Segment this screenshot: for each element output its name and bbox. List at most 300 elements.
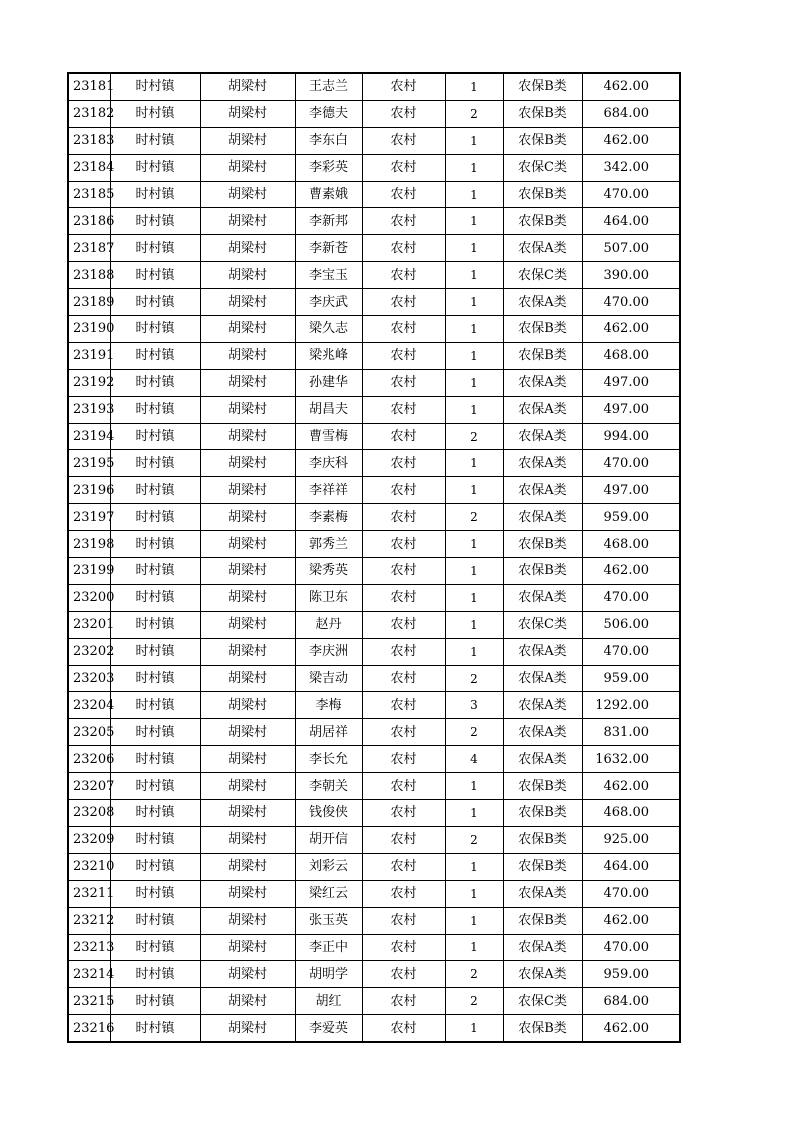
amount-cell: 470.00 bbox=[582, 450, 680, 477]
person-name-cell: 王志兰 bbox=[295, 73, 362, 100]
record-number-cell: 23202 bbox=[68, 638, 110, 665]
table-row bbox=[68, 262, 680, 289]
household-type-cell: 农村 bbox=[362, 208, 445, 235]
person-name-cell: 李祥祥 bbox=[295, 477, 362, 504]
village-cell: 胡梁村 bbox=[200, 73, 295, 100]
record-number-cell: 23212 bbox=[68, 907, 110, 934]
village-cell: 胡梁村 bbox=[200, 1015, 295, 1042]
person-name-cell: 钱俊侠 bbox=[295, 800, 362, 827]
record-number-cell: 23184 bbox=[68, 154, 110, 181]
household-type-cell: 农村 bbox=[362, 826, 445, 853]
town-cell: 时村镇 bbox=[110, 100, 200, 127]
insurance-category-cell: 农保B类 bbox=[503, 316, 582, 343]
people-count-cell: 1 bbox=[445, 289, 503, 316]
person-name-cell: 胡明学 bbox=[295, 961, 362, 988]
household-type-cell: 农村 bbox=[362, 504, 445, 531]
person-name-cell: 梁吉动 bbox=[295, 665, 362, 692]
person-name-cell: 张玉英 bbox=[295, 907, 362, 934]
insurance-category-cell: 农保B类 bbox=[503, 1015, 582, 1042]
town-cell: 时村镇 bbox=[110, 262, 200, 289]
person-name-cell: 郭秀兰 bbox=[295, 531, 362, 558]
town-cell: 时村镇 bbox=[110, 342, 200, 369]
person-name-cell: 梁久志 bbox=[295, 316, 362, 343]
people-count-cell: 2 bbox=[445, 504, 503, 531]
record-number-cell: 23196 bbox=[68, 477, 110, 504]
village-cell: 胡梁村 bbox=[200, 826, 295, 853]
person-name-cell: 李庆科 bbox=[295, 450, 362, 477]
person-name-cell: 梁秀英 bbox=[295, 558, 362, 585]
town-cell: 时村镇 bbox=[110, 907, 200, 934]
amount-cell: 470.00 bbox=[582, 289, 680, 316]
amount-cell: 1632.00 bbox=[582, 746, 680, 773]
person-name-cell: 胡开信 bbox=[295, 826, 362, 853]
amount-cell: 507.00 bbox=[582, 235, 680, 262]
insurance-category-cell: 农保B类 bbox=[503, 100, 582, 127]
amount-cell: 925.00 bbox=[582, 826, 680, 853]
table-row bbox=[68, 504, 680, 531]
table-row bbox=[68, 853, 680, 880]
people-count-cell: 1 bbox=[445, 638, 503, 665]
record-number-cell: 23213 bbox=[68, 934, 110, 961]
table-row bbox=[68, 369, 680, 396]
person-name-cell: 陈卫东 bbox=[295, 584, 362, 611]
record-number-cell: 23192 bbox=[68, 369, 110, 396]
amount-cell: 959.00 bbox=[582, 961, 680, 988]
insurance-category-cell: 农保C类 bbox=[503, 262, 582, 289]
insurance-category-cell: 农保B类 bbox=[503, 800, 582, 827]
village-cell: 胡梁村 bbox=[200, 880, 295, 907]
person-name-cell: 李素梅 bbox=[295, 504, 362, 531]
subsidy-table bbox=[67, 72, 681, 1043]
town-cell: 时村镇 bbox=[110, 853, 200, 880]
town-cell: 时村镇 bbox=[110, 665, 200, 692]
amount-cell: 468.00 bbox=[582, 342, 680, 369]
record-number-cell: 23187 bbox=[68, 235, 110, 262]
insurance-category-cell: 农保A类 bbox=[503, 504, 582, 531]
amount-cell: 1292.00 bbox=[582, 692, 680, 719]
household-type-cell: 农村 bbox=[362, 719, 445, 746]
people-count-cell: 1 bbox=[445, 477, 503, 504]
village-cell: 胡梁村 bbox=[200, 611, 295, 638]
village-cell: 胡梁村 bbox=[200, 289, 295, 316]
people-count-cell: 2 bbox=[445, 665, 503, 692]
village-cell: 胡梁村 bbox=[200, 719, 295, 746]
person-name-cell: 李爱英 bbox=[295, 1015, 362, 1042]
people-count-cell: 1 bbox=[445, 262, 503, 289]
table-row bbox=[68, 477, 680, 504]
people-count-cell: 2 bbox=[445, 423, 503, 450]
town-cell: 时村镇 bbox=[110, 423, 200, 450]
village-cell: 胡梁村 bbox=[200, 773, 295, 800]
insurance-category-cell: 农保A类 bbox=[503, 638, 582, 665]
record-number-cell: 23182 bbox=[68, 100, 110, 127]
person-name-cell: 李新苍 bbox=[295, 235, 362, 262]
table-row bbox=[68, 638, 680, 665]
town-cell: 时村镇 bbox=[110, 961, 200, 988]
person-name-cell: 李庆洲 bbox=[295, 638, 362, 665]
town-cell: 时村镇 bbox=[110, 584, 200, 611]
record-number-cell: 23189 bbox=[68, 289, 110, 316]
amount-cell: 462.00 bbox=[582, 558, 680, 585]
town-cell: 时村镇 bbox=[110, 504, 200, 531]
people-count-cell: 1 bbox=[445, 396, 503, 423]
people-count-cell: 1 bbox=[445, 773, 503, 800]
household-type-cell: 农村 bbox=[362, 289, 445, 316]
town-cell: 时村镇 bbox=[110, 181, 200, 208]
insurance-category-cell: 农保B类 bbox=[503, 208, 582, 235]
person-name-cell: 胡昌夫 bbox=[295, 396, 362, 423]
insurance-category-cell: 农保B类 bbox=[503, 531, 582, 558]
amount-cell: 497.00 bbox=[582, 369, 680, 396]
people-count-cell: 2 bbox=[445, 988, 503, 1015]
town-cell: 时村镇 bbox=[110, 396, 200, 423]
record-number-cell: 23188 bbox=[68, 262, 110, 289]
table-row bbox=[68, 289, 680, 316]
household-type-cell: 农村 bbox=[362, 611, 445, 638]
table-row bbox=[68, 558, 680, 585]
insurance-category-cell: 农保A类 bbox=[503, 961, 582, 988]
table-row bbox=[68, 531, 680, 558]
insurance-category-cell: 农保A类 bbox=[503, 423, 582, 450]
town-cell: 时村镇 bbox=[110, 638, 200, 665]
table-row bbox=[68, 450, 680, 477]
table-row bbox=[68, 181, 680, 208]
insurance-category-cell: 农保B类 bbox=[503, 853, 582, 880]
town-cell: 时村镇 bbox=[110, 988, 200, 1015]
people-count-cell: 1 bbox=[445, 934, 503, 961]
amount-cell: 462.00 bbox=[582, 1015, 680, 1042]
insurance-category-cell: 农保B类 bbox=[503, 73, 582, 100]
people-count-cell: 1 bbox=[445, 800, 503, 827]
village-cell: 胡梁村 bbox=[200, 504, 295, 531]
village-cell: 胡梁村 bbox=[200, 208, 295, 235]
table-row bbox=[68, 154, 680, 181]
town-cell: 时村镇 bbox=[110, 208, 200, 235]
town-cell: 时村镇 bbox=[110, 719, 200, 746]
household-type-cell: 农村 bbox=[362, 369, 445, 396]
table-row bbox=[68, 961, 680, 988]
amount-cell: 462.00 bbox=[582, 316, 680, 343]
record-number-cell: 23216 bbox=[68, 1015, 110, 1042]
town-cell: 时村镇 bbox=[110, 531, 200, 558]
person-name-cell: 曹雪梅 bbox=[295, 423, 362, 450]
person-name-cell: 李东白 bbox=[295, 127, 362, 154]
person-name-cell: 孙建华 bbox=[295, 369, 362, 396]
village-cell: 胡梁村 bbox=[200, 988, 295, 1015]
town-cell: 时村镇 bbox=[110, 934, 200, 961]
household-type-cell: 农村 bbox=[362, 665, 445, 692]
amount-cell: 994.00 bbox=[582, 423, 680, 450]
amount-cell: 684.00 bbox=[582, 988, 680, 1015]
amount-cell: 684.00 bbox=[582, 100, 680, 127]
table-row bbox=[68, 826, 680, 853]
table-row bbox=[68, 880, 680, 907]
record-number-cell: 23200 bbox=[68, 584, 110, 611]
amount-cell: 462.00 bbox=[582, 73, 680, 100]
village-cell: 胡梁村 bbox=[200, 100, 295, 127]
record-number-cell: 23199 bbox=[68, 558, 110, 585]
village-cell: 胡梁村 bbox=[200, 934, 295, 961]
insurance-category-cell: 农保A类 bbox=[503, 880, 582, 907]
amount-cell: 462.00 bbox=[582, 907, 680, 934]
insurance-category-cell: 农保A类 bbox=[503, 719, 582, 746]
household-type-cell: 农村 bbox=[362, 988, 445, 1015]
record-number-cell: 23207 bbox=[68, 773, 110, 800]
table-row bbox=[68, 988, 680, 1015]
amount-cell: 470.00 bbox=[582, 638, 680, 665]
insurance-category-cell: 农保A类 bbox=[503, 584, 582, 611]
record-number-cell: 23198 bbox=[68, 531, 110, 558]
record-number-cell: 23209 bbox=[68, 826, 110, 853]
insurance-category-cell: 农保A类 bbox=[503, 934, 582, 961]
record-number-cell: 23211 bbox=[68, 880, 110, 907]
table-row bbox=[68, 127, 680, 154]
amount-cell: 462.00 bbox=[582, 773, 680, 800]
person-name-cell: 胡居祥 bbox=[295, 719, 362, 746]
people-count-cell: 1 bbox=[445, 127, 503, 154]
person-name-cell: 胡红 bbox=[295, 988, 362, 1015]
amount-cell: 831.00 bbox=[582, 719, 680, 746]
town-cell: 时村镇 bbox=[110, 826, 200, 853]
record-number-cell: 23186 bbox=[68, 208, 110, 235]
person-name-cell: 李彩英 bbox=[295, 154, 362, 181]
village-cell: 胡梁村 bbox=[200, 692, 295, 719]
table-row bbox=[68, 235, 680, 262]
record-number-cell: 23214 bbox=[68, 961, 110, 988]
town-cell: 时村镇 bbox=[110, 235, 200, 262]
insurance-category-cell: 农保A类 bbox=[503, 235, 582, 262]
people-count-cell: 1 bbox=[445, 853, 503, 880]
household-type-cell: 农村 bbox=[362, 181, 445, 208]
town-cell: 时村镇 bbox=[110, 154, 200, 181]
record-number-cell: 23210 bbox=[68, 853, 110, 880]
household-type-cell: 农村 bbox=[362, 154, 445, 181]
insurance-category-cell: 农保A类 bbox=[503, 665, 582, 692]
people-count-cell: 1 bbox=[445, 531, 503, 558]
insurance-category-cell: 农保A类 bbox=[503, 477, 582, 504]
record-number-cell: 23206 bbox=[68, 746, 110, 773]
record-number-cell: 23201 bbox=[68, 611, 110, 638]
record-number-cell: 23194 bbox=[68, 423, 110, 450]
town-cell: 时村镇 bbox=[110, 73, 200, 100]
household-type-cell: 农村 bbox=[362, 1015, 445, 1042]
village-cell: 胡梁村 bbox=[200, 450, 295, 477]
village-cell: 胡梁村 bbox=[200, 423, 295, 450]
insurance-category-cell: 农保A类 bbox=[503, 746, 582, 773]
people-count-cell: 1 bbox=[445, 342, 503, 369]
household-type-cell: 农村 bbox=[362, 961, 445, 988]
amount-cell: 468.00 bbox=[582, 531, 680, 558]
insurance-category-cell: 农保B类 bbox=[503, 342, 582, 369]
household-type-cell: 农村 bbox=[362, 262, 445, 289]
insurance-category-cell: 农保A类 bbox=[503, 450, 582, 477]
household-type-cell: 农村 bbox=[362, 773, 445, 800]
amount-cell: 390.00 bbox=[582, 262, 680, 289]
amount-cell: 462.00 bbox=[582, 127, 680, 154]
insurance-category-cell: 农保A类 bbox=[503, 396, 582, 423]
person-name-cell: 梁红云 bbox=[295, 880, 362, 907]
household-type-cell: 农村 bbox=[362, 638, 445, 665]
insurance-category-cell: 农保B类 bbox=[503, 127, 582, 154]
people-count-cell: 1 bbox=[445, 154, 503, 181]
people-count-cell: 4 bbox=[445, 746, 503, 773]
person-name-cell: 曹素娥 bbox=[295, 181, 362, 208]
table-row bbox=[68, 773, 680, 800]
people-count-cell: 1 bbox=[445, 907, 503, 934]
village-cell: 胡梁村 bbox=[200, 154, 295, 181]
record-number-cell: 23193 bbox=[68, 396, 110, 423]
household-type-cell: 农村 bbox=[362, 746, 445, 773]
village-cell: 胡梁村 bbox=[200, 396, 295, 423]
person-name-cell: 刘彩云 bbox=[295, 853, 362, 880]
household-type-cell: 农村 bbox=[362, 450, 445, 477]
household-type-cell: 农村 bbox=[362, 907, 445, 934]
table-row bbox=[68, 1015, 680, 1042]
amount-cell: 497.00 bbox=[582, 477, 680, 504]
insurance-category-cell: 农保C类 bbox=[503, 611, 582, 638]
record-number-cell: 23215 bbox=[68, 988, 110, 1015]
people-count-cell: 1 bbox=[445, 208, 503, 235]
table-row bbox=[68, 100, 680, 127]
town-cell: 时村镇 bbox=[110, 692, 200, 719]
insurance-category-cell: 农保A类 bbox=[503, 692, 582, 719]
household-type-cell: 农村 bbox=[362, 235, 445, 262]
town-cell: 时村镇 bbox=[110, 289, 200, 316]
record-number-cell: 23197 bbox=[68, 504, 110, 531]
table-row bbox=[68, 584, 680, 611]
household-type-cell: 农村 bbox=[362, 880, 445, 907]
village-cell: 胡梁村 bbox=[200, 369, 295, 396]
amount-cell: 468.00 bbox=[582, 800, 680, 827]
amount-cell: 959.00 bbox=[582, 504, 680, 531]
amount-cell: 506.00 bbox=[582, 611, 680, 638]
table-row bbox=[68, 665, 680, 692]
table-row bbox=[68, 746, 680, 773]
people-count-cell: 3 bbox=[445, 692, 503, 719]
table-row bbox=[68, 73, 680, 100]
person-name-cell: 李正中 bbox=[295, 934, 362, 961]
household-type-cell: 农村 bbox=[362, 531, 445, 558]
town-cell: 时村镇 bbox=[110, 880, 200, 907]
person-name-cell: 李新邦 bbox=[295, 208, 362, 235]
table-row bbox=[68, 934, 680, 961]
record-number-cell: 23195 bbox=[68, 450, 110, 477]
household-type-cell: 农村 bbox=[362, 342, 445, 369]
village-cell: 胡梁村 bbox=[200, 342, 295, 369]
record-number-cell: 23190 bbox=[68, 316, 110, 343]
household-type-cell: 农村 bbox=[362, 692, 445, 719]
town-cell: 时村镇 bbox=[110, 800, 200, 827]
person-name-cell: 李庆武 bbox=[295, 289, 362, 316]
household-type-cell: 农村 bbox=[362, 584, 445, 611]
record-number-cell: 23185 bbox=[68, 181, 110, 208]
amount-cell: 470.00 bbox=[582, 880, 680, 907]
town-cell: 时村镇 bbox=[110, 558, 200, 585]
people-count-cell: 2 bbox=[445, 719, 503, 746]
people-count-cell: 2 bbox=[445, 961, 503, 988]
record-number-cell: 23181 bbox=[68, 73, 110, 100]
town-cell: 时村镇 bbox=[110, 477, 200, 504]
insurance-category-cell: 农保B类 bbox=[503, 826, 582, 853]
village-cell: 胡梁村 bbox=[200, 853, 295, 880]
village-cell: 胡梁村 bbox=[200, 665, 295, 692]
village-cell: 胡梁村 bbox=[200, 181, 295, 208]
person-name-cell: 李德夫 bbox=[295, 100, 362, 127]
person-name-cell: 李梅 bbox=[295, 692, 362, 719]
village-cell: 胡梁村 bbox=[200, 477, 295, 504]
insurance-category-cell: 农保B类 bbox=[503, 181, 582, 208]
village-cell: 胡梁村 bbox=[200, 558, 295, 585]
town-cell: 时村镇 bbox=[110, 127, 200, 154]
insurance-category-cell: 农保B类 bbox=[503, 907, 582, 934]
insurance-category-cell: 农保A类 bbox=[503, 369, 582, 396]
village-cell: 胡梁村 bbox=[200, 746, 295, 773]
amount-cell: 959.00 bbox=[582, 665, 680, 692]
town-cell: 时村镇 bbox=[110, 450, 200, 477]
town-cell: 时村镇 bbox=[110, 1015, 200, 1042]
amount-cell: 470.00 bbox=[582, 934, 680, 961]
people-count-cell: 1 bbox=[445, 235, 503, 262]
person-name-cell: 李朝关 bbox=[295, 773, 362, 800]
table-row bbox=[68, 342, 680, 369]
household-type-cell: 农村 bbox=[362, 127, 445, 154]
village-cell: 胡梁村 bbox=[200, 531, 295, 558]
table-body bbox=[68, 73, 680, 1042]
table-row bbox=[68, 423, 680, 450]
village-cell: 胡梁村 bbox=[200, 961, 295, 988]
household-type-cell: 农村 bbox=[362, 853, 445, 880]
people-count-cell: 1 bbox=[445, 1015, 503, 1042]
people-count-cell: 2 bbox=[445, 100, 503, 127]
household-type-cell: 农村 bbox=[362, 73, 445, 100]
amount-cell: 464.00 bbox=[582, 853, 680, 880]
person-name-cell: 赵丹 bbox=[295, 611, 362, 638]
record-number-cell: 23204 bbox=[68, 692, 110, 719]
record-number-cell: 23208 bbox=[68, 800, 110, 827]
people-count-cell: 1 bbox=[445, 450, 503, 477]
amount-cell: 497.00 bbox=[582, 396, 680, 423]
household-type-cell: 农村 bbox=[362, 934, 445, 961]
table-row bbox=[68, 611, 680, 638]
village-cell: 胡梁村 bbox=[200, 262, 295, 289]
household-type-cell: 农村 bbox=[362, 396, 445, 423]
household-type-cell: 农村 bbox=[362, 558, 445, 585]
village-cell: 胡梁村 bbox=[200, 235, 295, 262]
village-cell: 胡梁村 bbox=[200, 127, 295, 154]
person-name-cell: 梁兆峰 bbox=[295, 342, 362, 369]
table-row bbox=[68, 692, 680, 719]
table-row bbox=[68, 208, 680, 235]
town-cell: 时村镇 bbox=[110, 746, 200, 773]
people-count-cell: 1 bbox=[445, 181, 503, 208]
village-cell: 胡梁村 bbox=[200, 316, 295, 343]
people-count-cell: 1 bbox=[445, 558, 503, 585]
people-count-cell: 2 bbox=[445, 826, 503, 853]
record-number-cell: 23183 bbox=[68, 127, 110, 154]
town-cell: 时村镇 bbox=[110, 316, 200, 343]
amount-cell: 342.00 bbox=[582, 154, 680, 181]
insurance-category-cell: 农保C类 bbox=[503, 988, 582, 1015]
table-row bbox=[68, 800, 680, 827]
record-number-cell: 23191 bbox=[68, 342, 110, 369]
person-name-cell: 李长允 bbox=[295, 746, 362, 773]
amount-cell: 464.00 bbox=[582, 208, 680, 235]
household-type-cell: 农村 bbox=[362, 800, 445, 827]
amount-cell: 470.00 bbox=[582, 584, 680, 611]
people-count-cell: 1 bbox=[445, 73, 503, 100]
people-count-cell: 1 bbox=[445, 611, 503, 638]
town-cell: 时村镇 bbox=[110, 773, 200, 800]
